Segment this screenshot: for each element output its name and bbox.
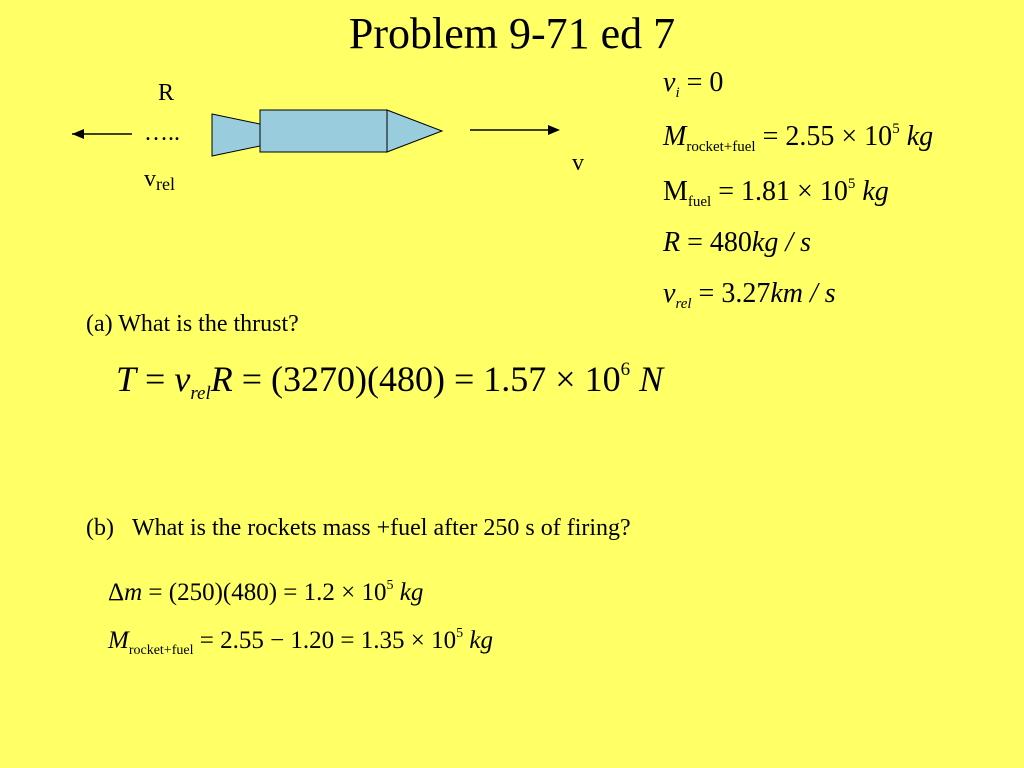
delta-m-symbol: m [124, 579, 143, 606]
thrust-symbol: T [116, 359, 137, 399]
rocket-exhaust [212, 114, 260, 156]
given-vrel [663, 277, 836, 311]
mfuel-unit: kg [862, 176, 889, 207]
rocket-diagram [60, 70, 620, 210]
mrf-exponent: 5 [892, 121, 900, 137]
given-vi [663, 66, 723, 100]
delta-m-unit: kg [399, 579, 424, 606]
vrel-value: = 3.27 [698, 278, 771, 309]
r-symbol: R [663, 227, 681, 258]
final-mass-value: = 2.55 − 1.20 = 1.35 × 10 [199, 627, 457, 654]
label-v: v [572, 150, 584, 176]
r-unit: kg / s [751, 227, 812, 258]
question-a: (a) What is the thrust? [86, 311, 299, 337]
vi-subscript: i [675, 85, 680, 101]
vi-symbol: v [663, 67, 676, 98]
thrust-v: v [174, 359, 191, 399]
label-R: R [158, 80, 175, 106]
thrust-equals: = [145, 359, 166, 399]
final-mass-equation [108, 626, 493, 656]
slide-title: Problem 9-71 ed 7 [348, 9, 676, 58]
question-b-label: (b) [86, 515, 114, 541]
given-rate [663, 226, 811, 260]
question-b-text: What is the rockets mass +fuel after 250 s of firing? [131, 515, 631, 541]
mrf-unit: kg [906, 121, 934, 152]
rocket-nose [387, 110, 442, 152]
mfuel-symbol: M [663, 176, 688, 207]
vrel-unit: km / s [770, 278, 836, 309]
final-mass-exponent: 5 [456, 626, 464, 641]
given-mass-fuel [663, 175, 889, 209]
vi-value: = 0 [686, 67, 724, 98]
v-arrow-head [548, 125, 560, 135]
mrf-value: = 2.55 × 10 [762, 121, 893, 152]
thrust-value: = (3270)(480) = 1.57 × 10 [241, 359, 621, 399]
label-vrel-sub: rel [156, 174, 175, 194]
question-b [86, 514, 631, 542]
rocket-body [260, 110, 387, 152]
final-mass-subscript: rocket+fuel [128, 643, 194, 658]
delta-m-value: = (250)(480) = 1.2 × 10 [148, 579, 387, 606]
label-vrel-main: v [144, 166, 156, 192]
final-mass-symbol: M [108, 627, 129, 654]
thrust-unit: N [639, 359, 664, 399]
r-value: = 480 [687, 227, 752, 258]
thrust-equation [116, 358, 664, 404]
given-mass-rocket-fuel [663, 120, 933, 154]
thrust-exponent: 6 [620, 359, 631, 380]
vrel-symbol: v [663, 278, 676, 309]
mrf-subscript: rocket+fuel [686, 139, 756, 155]
mfuel-exponent: 5 [847, 176, 856, 192]
vrel-subscript: rel [675, 296, 692, 312]
mfuel-subscript: fuel [687, 194, 712, 210]
delta-m-exponent: 5 [386, 578, 394, 593]
delta-symbol: Δ [108, 579, 125, 606]
label-vrel [144, 166, 175, 197]
thrust-R: R [210, 359, 233, 399]
mrf-symbol: M [663, 121, 687, 152]
vrel-arrow-head [72, 129, 84, 139]
final-mass-unit: kg [469, 627, 493, 654]
label-dots: ….. [144, 120, 180, 146]
thrust-vsub: rel [190, 383, 211, 404]
delta-m-equation [108, 578, 423, 608]
mfuel-value: = 1.81 × 10 [718, 176, 848, 207]
